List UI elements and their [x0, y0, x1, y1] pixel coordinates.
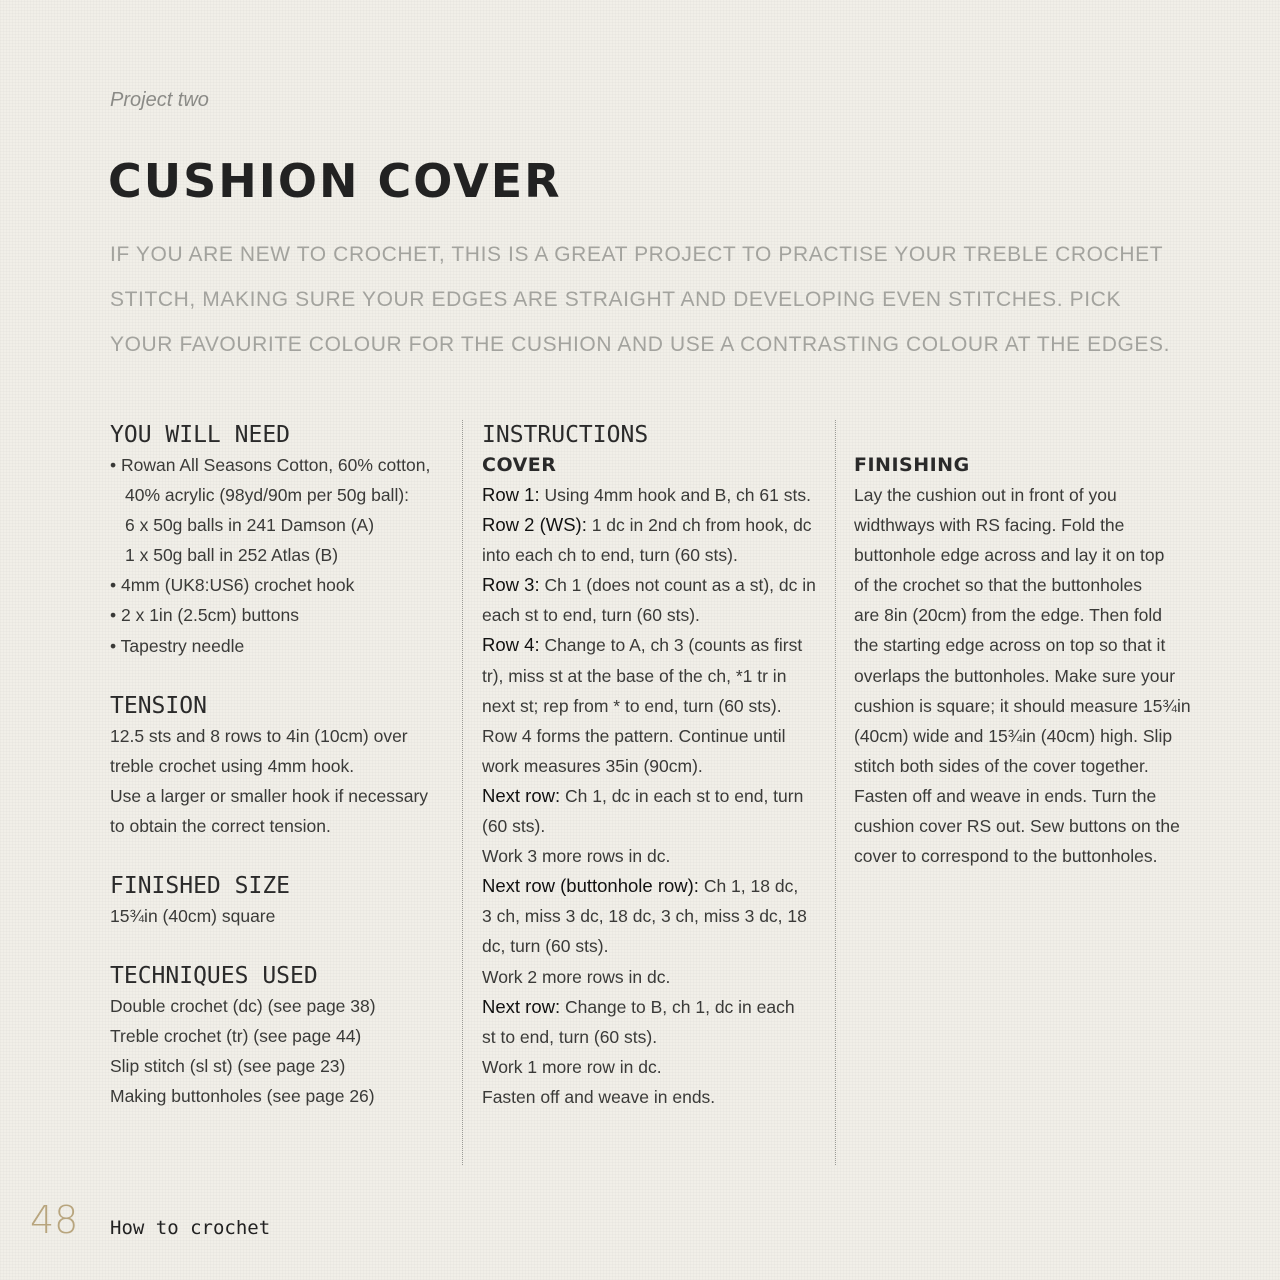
finishing-line: the starting edge across on top so that it [854, 635, 1166, 656]
cover-subheading: COVER [482, 454, 557, 476]
instruction-text: Ch 1, 18 dc, [698, 876, 799, 897]
finished-size-line: 15¾in (40cm) square [110, 906, 276, 927]
technique-line: Making buttonholes (see page 26) [110, 1086, 375, 1107]
technique-line: Double crochet (dc) (see page 38) [110, 996, 376, 1017]
materials-line: • Tapestry needle [110, 635, 245, 656]
tension-line: treble crochet using 4mm hook. [110, 755, 355, 776]
instruction-text: Using 4mm hook and B, ch 61 sts. [539, 485, 811, 505]
column-divider [462, 420, 463, 1165]
instruction-line [482, 630, 822, 660]
instruction-line [482, 540, 822, 570]
instruction-text: Change to A, ch 3 (counts as first [539, 635, 803, 656]
finishing-line: buttonhole edge across and lay it on top [854, 545, 1165, 566]
instruction-line [482, 1022, 822, 1052]
instruction-text: work measures 35in (90cm). [482, 755, 703, 776]
instruction-text: dc, turn (60 sts). [482, 936, 609, 957]
page-number: 48 [30, 1198, 79, 1242]
instruction-text: Ch 1 (does not count as a st), dc in [539, 575, 816, 596]
finishing-line: overlaps the buttonholes. Make sure your [854, 665, 1176, 686]
tension-line: 12.5 sts and 8 rows to 4in (10cm) over [110, 725, 408, 746]
instruction-text: 1 dc in 2nd ch from hook, dc [586, 515, 812, 536]
instruction-line [482, 661, 822, 691]
left-column [110, 420, 450, 1112]
finishing-line: stitch both sides of the cover together. [854, 755, 1149, 776]
instruction-key: Row 1: [482, 484, 540, 505]
finishing-line: cover to correspond to the buttonholes. [854, 846, 1158, 867]
instruction-line [482, 931, 822, 961]
instruction-line [482, 721, 822, 751]
technique-line: Slip stitch (sl st) (see page 23) [110, 1056, 346, 1077]
intro-paragraph [110, 232, 1210, 367]
finishing-line: are 8in (20cm) from the edge. Then fold [854, 605, 1163, 626]
finishing-line: Fasten off and weave in ends. Turn the [854, 785, 1157, 806]
instruction-text: 3 ch, miss 3 dc, 18 dc, 3 ch, miss 3 dc, 18 [482, 906, 807, 927]
instruction-text: Change to B, ch 1, dc in each [560, 996, 795, 1017]
instruction-key: Row 3: [482, 574, 540, 596]
instruction-line [482, 992, 822, 1022]
finishing-line: of the crochet so that the buttonholes [854, 575, 1142, 596]
techniques-heading: TECHNIQUES USED [110, 963, 318, 990]
instruction-line [482, 962, 822, 992]
column-divider [835, 420, 836, 1165]
instruction-line [482, 871, 822, 901]
tension-line: Use a larger or smaller hook if necessary [110, 785, 429, 806]
instruction-line [482, 480, 822, 510]
instruction-line [482, 691, 822, 721]
instruction-line [482, 781, 822, 811]
instruction-key: Next row: [482, 995, 561, 1017]
instruction-key: Row 2 (WS): [482, 514, 587, 536]
finishing-line: Lay the cushion out in front of you [854, 485, 1117, 505]
materials-line: 6 x 50g balls in 241 Damson (A) [125, 515, 375, 536]
intro-line: STITCH, MAKING SURE YOUR EDGES ARE STRAIGHT AND DEVELOPING EVEN STITCHES. PICK [110, 288, 1122, 311]
instruction-line [482, 841, 822, 871]
instruction-text: next st; rep from * to end, turn (60 sts). [482, 695, 782, 716]
finishing-lines [854, 480, 1194, 871]
intro-line: IF YOU ARE NEW TO CROCHET, THIS IS A GREAT PROJECT TO PRACTISE YOUR TREBLE CROCHET [110, 243, 1164, 266]
book-title: How to crochet [110, 1217, 271, 1239]
tension-heading: TENSION [110, 692, 207, 719]
instruction-line [482, 751, 822, 781]
intro-line: YOUR FAVOURITE COLOUR FOR THE CUSHION AND USE A CONTRASTING COLOUR AT THE EDGES. [110, 333, 1171, 356]
instruction-line [482, 570, 822, 600]
tension-line: to obtain the correct tension. [110, 815, 331, 836]
instruction-lines [482, 480, 822, 1112]
instruction-text: st to end, turn (60 sts). [482, 1026, 658, 1047]
finishing-line: cushion cover RS out. Sew buttons on the [854, 816, 1180, 837]
page-title: CUSHION COVER [108, 154, 562, 208]
instruction-text: Work 3 more rows in dc. [482, 846, 671, 867]
right-column [854, 420, 1194, 871]
instruction-key: Row 4: [482, 634, 540, 656]
materials-line: • 4mm (UK8:US6) crochet hook [110, 575, 355, 596]
instruction-line [482, 901, 822, 931]
section-kicker: Project two [110, 89, 209, 111]
materials-line: 1 x 50g ball in 252 Atlas (B) [125, 545, 339, 566]
materials-line: • Rowan All Seasons Cotton, 60% cotton, [110, 455, 431, 475]
instruction-line [482, 600, 822, 630]
instruction-key: Next row (buttonhole row): [482, 875, 699, 897]
you-will-need-heading: YOU WILL NEED [110, 422, 291, 448]
finishing-line: cushion is square; it should measure 15¾in [854, 695, 1191, 716]
instruction-text: tr), miss st at the base of the ch, *1 tr in [482, 665, 787, 686]
instructions-heading: INSTRUCTIONS [482, 422, 649, 448]
instruction-text: each st to end, turn (60 sts). [482, 605, 700, 626]
finished-size-heading: FINISHED SIZE [110, 873, 291, 900]
instruction-text: Work 1 more row in dc. [482, 1056, 662, 1077]
instruction-line [482, 811, 822, 841]
instruction-line [482, 1082, 822, 1112]
instruction-line [482, 510, 822, 540]
instruction-text: Row 4 forms the pattern. Continue until [482, 725, 786, 746]
finishing-line: (40cm) wide and 15¾in (40cm) high. Slip [854, 725, 1173, 746]
instruction-text: Ch 1, dc in each st to end, turn [560, 785, 804, 806]
instruction-key: Next row: [482, 784, 561, 806]
instruction-text: Work 2 more rows in dc. [482, 966, 671, 987]
instruction-line [482, 1052, 822, 1082]
materials-line: 40% acrylic (98yd/90m per 50g ball): [125, 485, 410, 506]
instruction-text: into each ch to end, turn (60 sts). [482, 545, 738, 566]
middle-column [482, 420, 822, 1112]
instruction-text: Fasten off and weave in ends. [482, 1086, 716, 1107]
technique-line: Treble crochet (tr) (see page 44) [110, 1026, 362, 1047]
instruction-text: (60 sts). [482, 816, 546, 837]
materials-line: • 2 x 1in (2.5cm) buttons [110, 605, 299, 626]
finishing-heading: FINISHING [854, 454, 970, 476]
finishing-line: widthways with RS facing. Fold the [854, 515, 1125, 536]
